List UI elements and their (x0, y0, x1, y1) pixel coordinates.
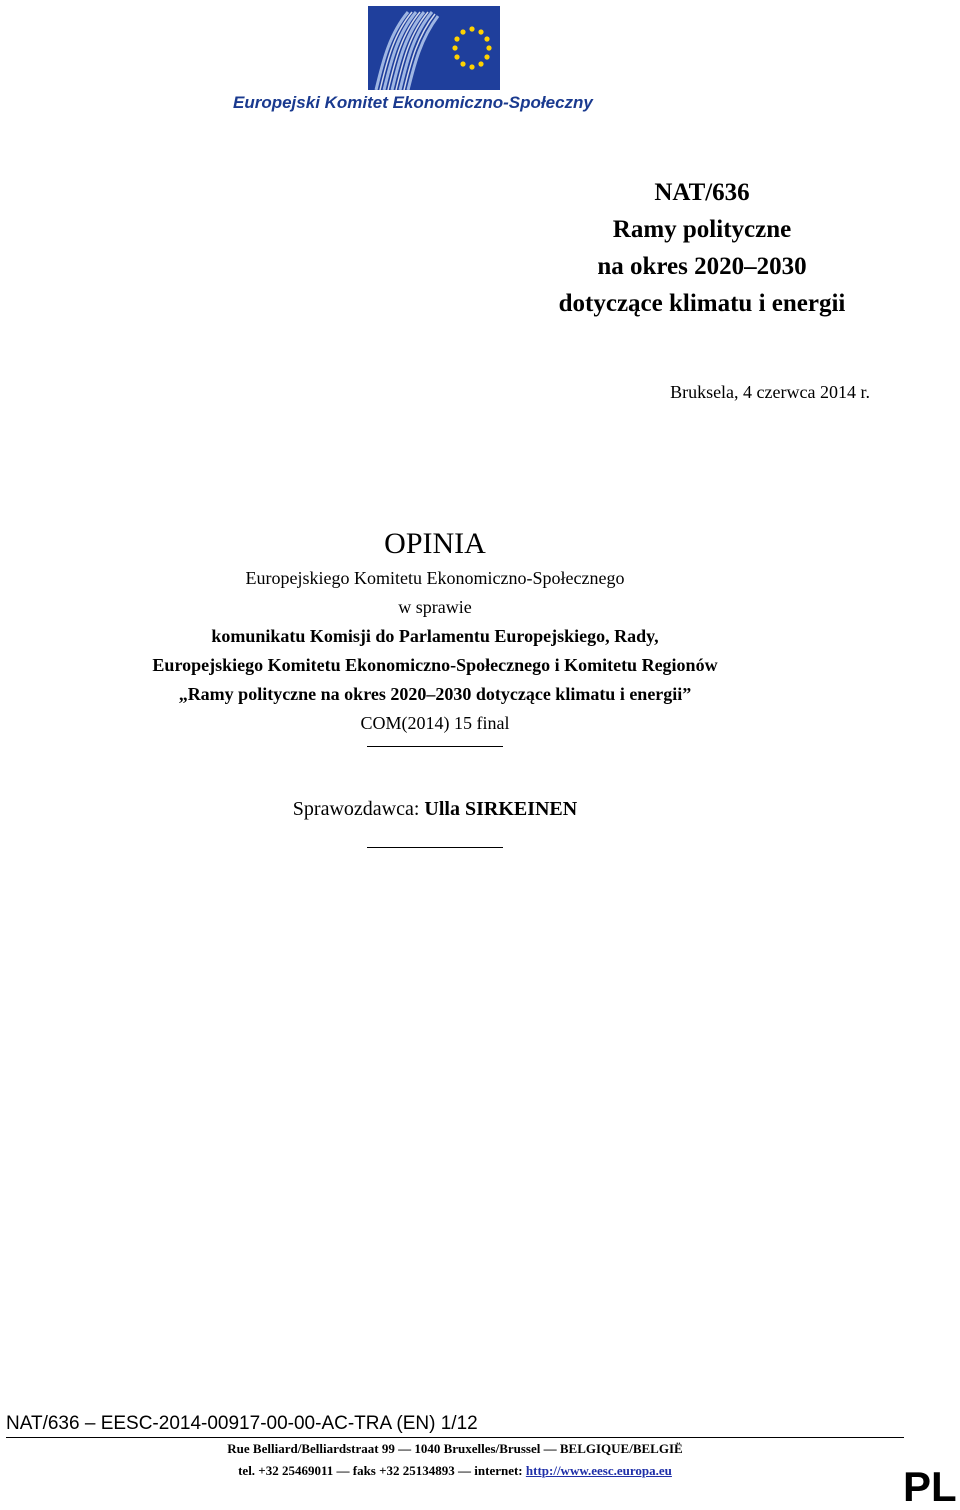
opinion-heading: OPINIA (384, 527, 486, 560)
document-title-block (500, 174, 904, 322)
footer-contact (6, 1463, 904, 1479)
place-and-date: Bruksela, 4 czerwca 2014 r. (670, 382, 870, 402)
document-title-line-3: dotyczące klimatu i energii (558, 290, 846, 317)
com-reference: COM(2014) 15 final (360, 713, 510, 733)
rapporteur-label: Sprawozdawca: (292, 798, 420, 820)
language-code: PL (903, 1463, 957, 1510)
divider (367, 847, 503, 848)
divider (367, 746, 503, 747)
rapporteur (80, 798, 790, 821)
opinion-subject-title: „Ramy polityczne na okres 2020–2030 dotyczące klimatu i energii” (178, 684, 692, 704)
footer-address: Rue Belliard/Belliardstraat 99 — 1040 Bruxelles/Brussel — BELGIQUE/BELGIË (227, 1441, 683, 1456)
organization-name: Europejski Komitet Ekonomiczno-Społeczny (233, 93, 593, 112)
document-title-line-2: na okres 2020–2030 (597, 253, 807, 280)
document-reference: NAT/636 (654, 179, 750, 206)
opinion-subject-line-2: Europejskiego Komitetu Ekonomiczno-Społecznego i Komitetu Regionów (152, 655, 718, 675)
rapporteur-name: Ulla SIRKEINEN (424, 798, 578, 820)
document-code: NAT/636 – EESC-2014-00917-00-00-AC-TRA (EN) 1/12 (6, 1413, 478, 1434)
document-title-line-1: Ramy polityczne (612, 216, 792, 243)
opinion-block (80, 524, 790, 747)
eesc-logo-icon (368, 6, 500, 90)
footer-divider (6, 1437, 904, 1438)
opinion-subject-line-1: komunikatu Komisji do Parlamentu Europejskiego, Rady, (211, 626, 659, 646)
opinion-on: w sprawie (398, 597, 472, 617)
footer-contact-text: tel. +32 25469011 — faks +32 25134893 — internet: (238, 1463, 526, 1478)
opinion-author: Europejskiego Komitetu Ekonomiczno-Społecznego (245, 568, 625, 588)
website-link[interactable]: http://www.eesc.europa.eu (525, 1463, 672, 1478)
